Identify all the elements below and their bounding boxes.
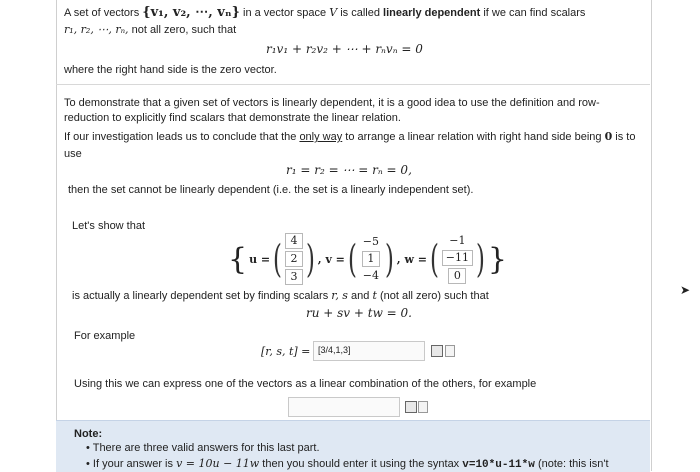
w-entry-2[interactable]: −11 [442,250,473,266]
help-doc-icon-2[interactable] [418,401,428,413]
v-entry-2[interactable]: 1 [362,251,380,267]
left-brace: { [228,241,248,277]
express-text: Using this we can express one of the vectors as a linear combination of the others, for example [74,378,537,390]
note-bullet-1-text: There are three valid answers for this last part. [92,442,320,454]
u-entry-1[interactable]: 4 [285,233,303,249]
demo-text-b: to arrange a linear relation with right hand side being [345,131,602,143]
bullet-dot-1: • [86,442,90,454]
scalars-list: r₁, r₂, ⋯, rₙ, [64,23,129,36]
note-bullet-2-c: (note: this isn't [537,458,609,470]
note-bullet-2 [86,457,609,471]
w-entries [442,233,473,285]
u-right-paren: ) [305,237,315,281]
intro-text-e: not all zero, such that [131,24,237,36]
v-label: , v = [317,252,345,266]
intro-line-3: where the right hand side is the zero vector. [64,64,277,76]
problem-line [72,289,489,302]
demo-text-a: If our investigation leads us to conclude that the [64,131,297,143]
demo-line-1: To demonstrate that a given set of vectors is linearly dependent, it is a good idea to use the definition and row- [64,97,600,109]
vector-set-display [228,234,507,284]
v-left-paren: ( [347,237,357,281]
v-entry-1: −5 [360,235,382,249]
problem-text-and: and [351,290,370,302]
mouse-cursor-icon: ➤ [680,283,691,297]
note-bullet-1 [86,442,320,454]
linearly-dependent-term: linearly dependent [383,7,481,19]
v-right-paren: ) [384,237,394,281]
preview-icon-2[interactable] [405,401,417,413]
problem-text-a: is actually a linearly dependent set by finding scalars [72,290,329,302]
u-left-paren: ( [273,237,283,281]
v-vector [345,234,397,284]
w-vector [427,233,488,285]
note-title: Note: [74,428,103,440]
demo-text-c: is to [615,131,636,143]
u-entry-3[interactable]: 3 [285,269,303,285]
zero-vector: 0 [604,130,613,143]
space-symbol: V [329,6,338,19]
intro-text-c: is called [340,7,380,19]
intro-line-2 [64,23,236,36]
w-right-paren: ) [475,237,485,281]
scalars-rs: r, s [331,289,348,302]
lets-show-text: Let's show that [72,220,146,232]
demo-line-2: reduction to explicitly find scalars that demonstrate the linear relation. [64,112,401,124]
note-bullet-2-b: then you should enter it using the syntax [262,458,460,470]
demo-line-5: then the set cannot be linearly dependent (i.e. the set is a linearly independent set). [68,184,474,196]
vector-set: {v₁, v₂, ⋯, vₙ} [142,5,240,20]
intro-line-1 [64,5,585,20]
dependence-equation: r₁v₁ + r₂v₂ + ⋯ + rₙvₙ = 0 [266,42,423,56]
note-bullet-2-math: v = 10u − 11w [176,457,260,470]
v-entries [360,234,382,284]
v-entry-3: −4 [360,269,382,283]
rst-answer-value: [3/4,1,3] [318,345,351,355]
preview-icon[interactable] [431,345,443,357]
note-box [56,420,650,472]
rst-answer-input[interactable] [313,341,425,361]
right-brace: } [487,241,507,277]
combination-answer-input[interactable] [288,397,400,417]
rst-label: [r, s, t] = [261,345,311,358]
w-label: , w = [396,252,427,266]
w-entry-3[interactable]: 0 [448,268,466,284]
intro-text-d: if we can find scalars [483,7,586,19]
u-entry-2[interactable]: 2 [285,251,303,267]
scalar-t: t [372,289,377,302]
note-bullet-2-a: If your answer is [92,458,174,470]
demo-line-4: use [64,148,82,160]
target-equation: ru + sv + tw = 0. [306,306,412,320]
note-bullet-2-code: v=10*u-11*w [462,459,535,471]
only-way-link[interactable]: only way [299,131,343,143]
divider [56,84,650,85]
u-vector [270,232,318,286]
w-entry-1: −1 [446,234,468,248]
help-doc-icon[interactable] [445,345,455,357]
problem-text-b: (not all zero) such that [379,290,489,302]
intro-text-a: A set of vectors [64,7,140,19]
u-label: u = [249,252,271,266]
bullet-dot-2: • [86,458,90,470]
intro-text-b: in a vector space [243,7,327,19]
for-example-label: For example [74,330,136,342]
trivial-equation: r₁ = r₂ = ⋯ = rₙ = 0, [286,163,412,177]
w-left-paren: ( [429,237,439,281]
demo-line-3 [64,130,635,143]
u-entries [285,232,303,286]
